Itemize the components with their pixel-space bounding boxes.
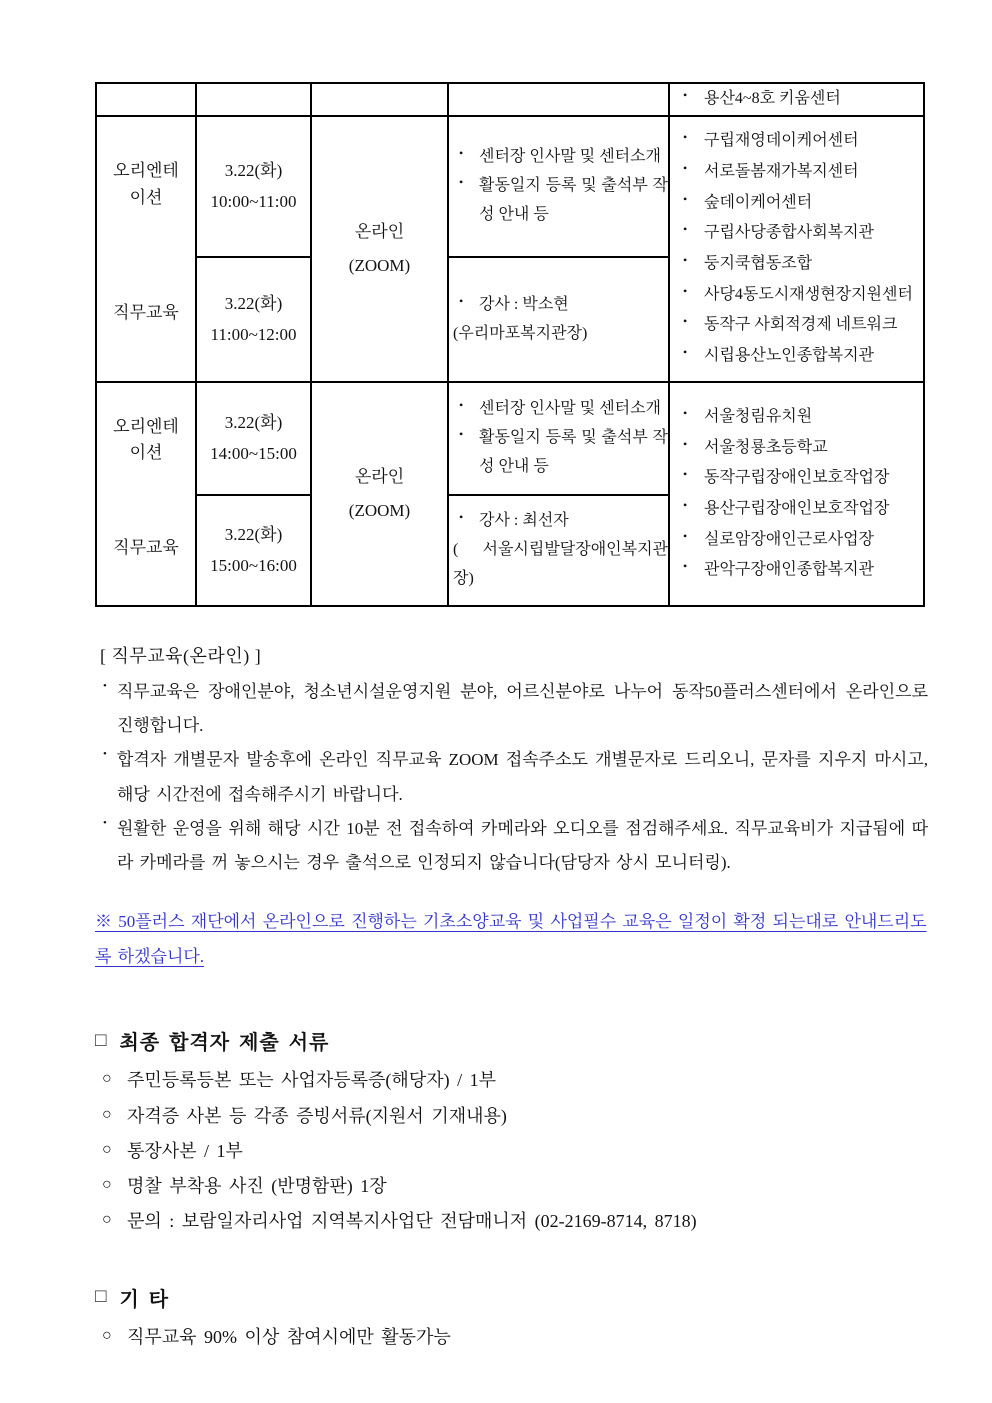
session-type-cell: [96, 116, 196, 382]
document-item-text: 통장사본 / 1부: [127, 1140, 243, 1161]
bullet-icon: •: [459, 427, 464, 442]
center-list-item: [670, 218, 923, 249]
description-item: [449, 143, 668, 172]
bullet-icon: •: [683, 314, 688, 329]
square-bullet-icon: □: [95, 1286, 108, 1308]
job-training-label: 직무교육: [113, 537, 179, 557]
date-text: 3.22(화): [224, 293, 283, 313]
section-title: [ 직무교육(온라인) ]: [100, 646, 262, 666]
description-item-text: 강사 : 최선자: [479, 512, 569, 530]
bullet-icon: ○: [102, 1070, 112, 1088]
section-heading-text: 최종 합격자 제출 서류: [119, 1032, 330, 1055]
center-list-item: [670, 188, 923, 219]
orientation-label: 오리엔테이션: [113, 161, 179, 207]
date-text: 3.22(화): [224, 412, 283, 432]
description-item: [449, 291, 668, 320]
document-item-text: 주민등록등본 또는 사업자등록증(해당자) / 1부: [127, 1070, 496, 1091]
bullet-icon: ○: [102, 1326, 112, 1344]
bullet-icon: ○: [102, 1210, 112, 1228]
description-item-text: 활동일지 등록 및 출석부 작성 안내 등: [479, 429, 668, 475]
method-text: 온라인: [354, 467, 405, 486]
center-list-item-text: 서로돌봄재가복지센터: [704, 162, 859, 180]
description-item: [449, 424, 668, 482]
document-item: [95, 1204, 928, 1239]
etc-item-text: 직무교육 90% 이상 참여시에만 활동가능: [127, 1326, 451, 1347]
section-heading-text: 기 타: [119, 1288, 170, 1311]
empty-cell: [196, 83, 311, 116]
description-cell: [448, 495, 669, 606]
method-text: (ZOOM): [348, 501, 411, 520]
empty-cell: [448, 83, 669, 116]
bullet-icon: ○: [102, 1105, 112, 1123]
job-training-note-text: 원활한 운영을 위해 해당 시간 10분 전 접속하여 카메라와 오디오를 점검해주세요. 직무교육비가 지급됨에 따라 카메라를 꺼 놓으시는 경우 출석으로 인정되지 않습니다(담당자 상시 모니터링).: [117, 819, 928, 873]
bullet-icon: •: [103, 748, 107, 761]
center-list-item-text: 서울청룡초등학교: [704, 438, 828, 456]
etc-section: [95, 1283, 928, 1355]
center-list-item-text: 실로암장애인근로사업장: [704, 530, 875, 548]
description-item: [449, 507, 668, 536]
time-text: 11:00~12:00: [210, 324, 297, 344]
bullet-icon: •: [103, 817, 107, 830]
date-time-cell: [196, 382, 311, 495]
center-list-item: [670, 310, 923, 341]
center-list-item-text: 구립재영데이케어센터: [704, 132, 859, 150]
job-training-note: [95, 675, 928, 744]
time-text: 10:00~11:00: [210, 191, 297, 211]
bullet-icon: •: [459, 146, 464, 161]
center-list-item-text: 숲데이케어센터: [704, 193, 813, 211]
method-cell: [311, 382, 448, 606]
description-item-text: 활동일지 등록 및 출석부 작성 안내 등: [479, 177, 668, 223]
bullet-icon: •: [459, 398, 464, 413]
method-cell: [311, 116, 448, 382]
description-cell: [448, 257, 669, 382]
description-item-text: ( 서울시립발달장애인복지관장): [453, 541, 668, 587]
center-list-item-text: 용산구립장애인보호작업장: [704, 500, 890, 517]
bullet-icon: •: [683, 88, 688, 103]
center-list-item-text: 관악구장애인종합복지관: [704, 561, 875, 579]
document-item-text: 자격증 사본 등 각종 증빙서류(지원서 기재내용): [127, 1105, 507, 1126]
date-time-cell: [196, 116, 311, 257]
description-item-text: (우리마포복지관장): [453, 324, 588, 342]
bullet-icon: •: [683, 253, 688, 267]
time-text: 15:00~16:00: [210, 555, 297, 575]
bullet-icon: •: [683, 498, 688, 512]
bullet-icon: •: [683, 191, 688, 206]
table-row-carryover: [96, 83, 924, 116]
date-time-cell: [196, 257, 311, 382]
description-cell: [448, 116, 669, 257]
bullet-icon: ○: [102, 1140, 112, 1158]
description-item: [449, 395, 668, 424]
centers-cell: [669, 83, 924, 116]
center-list-item: [670, 84, 923, 115]
date-text: 3.22(화): [224, 160, 283, 180]
document-item: [95, 1169, 928, 1204]
table-row-orientation-am: [96, 116, 924, 257]
description-cell: [448, 382, 669, 495]
submission-documents-section: [95, 1026, 928, 1238]
description-item: [449, 172, 668, 230]
job-training-online-section: [95, 642, 928, 881]
center-list-item: [670, 402, 923, 433]
section-heading: [95, 1026, 928, 1055]
center-list-item-text: 동작구립장애인보호작업장: [704, 469, 890, 487]
description-item-text: 센터장 인사말 및 센터소개: [479, 148, 662, 166]
bullet-icon: •: [683, 559, 688, 574]
etc-item: [95, 1320, 928, 1355]
method-text: (ZOOM): [348, 256, 411, 275]
bullet-icon: •: [459, 510, 464, 525]
bullet-icon: •: [683, 528, 688, 543]
method-text: 온라인: [354, 222, 405, 241]
description-item: [449, 320, 668, 349]
date-time-cell: [196, 495, 311, 606]
center-list-item-text: 시립용산노인종합복지관: [704, 347, 875, 365]
date-text: 3.22(화): [224, 524, 283, 544]
centers-cell: [669, 116, 924, 382]
section-heading: [95, 1283, 928, 1312]
time-text: 14:00~15:00: [210, 443, 297, 463]
description-item-text: 센터장 인사말 및 센터소개: [479, 400, 662, 418]
table-row-orientation-pm: [96, 382, 924, 495]
center-list-item-text: 사당4동도시재생현장지원센터: [704, 285, 913, 303]
job-training-note-text: 직무교육은 장애인분야, 청소년시설운영지원 분야, 어르신분야로 나누어 동작50플러스센터에서 온라인으로 진행합니다.: [117, 681, 928, 736]
document-item: [95, 1134, 928, 1169]
center-list-item: [670, 555, 923, 586]
center-list-item-text: 동작구 사회적경제 네트워크: [704, 316, 898, 334]
document-item: [95, 1063, 928, 1098]
bullet-icon: •: [683, 345, 688, 360]
document-item: [95, 1099, 928, 1134]
center-list-item-text: 둥지쿡협동조합: [704, 255, 813, 272]
bullet-icon: ○: [102, 1175, 112, 1193]
bullet-icon: •: [459, 293, 464, 308]
document-item-text: 문의 : 보람일자리사업 지역복지사업단 전담매니저 (02-2169-8714, 8718): [127, 1210, 697, 1231]
center-list-item: [670, 463, 923, 494]
bullet-icon: •: [683, 405, 688, 420]
job-training-note: [95, 743, 928, 812]
session-type-cell: [96, 382, 196, 606]
center-list-item: [670, 525, 923, 556]
bullet-icon: •: [683, 436, 688, 451]
bullet-icon: •: [459, 175, 464, 190]
bullet-icon: •: [683, 222, 688, 237]
center-list-item-text: 구립사당종합사회복지관: [704, 224, 875, 242]
center-list-item: [670, 433, 923, 464]
document-item-text: 명찰 부착용 사진 (반명함판) 1장: [127, 1175, 387, 1196]
center-list-item: [670, 249, 923, 280]
center-list-item: [670, 341, 923, 372]
foundation-schedule-notice: ※ 50플러스 재단에서 온라인으로 진행하는 기초소양교육 및 사업필수 교육은 일정이 확정 되는대로 안내드리도록 하겠습니다.: [95, 911, 927, 966]
bullet-icon: •: [683, 160, 688, 175]
bullet-icon: •: [103, 679, 107, 692]
training-schedule-table: [95, 82, 925, 607]
center-list-item: [670, 126, 923, 157]
job-training-note-text: 합격자 개별문자 발송후에 온라인 직무교육 ZOOM 접속주소도 개별문자로 드리오니, 문자를 지우지 마시고, 해당 시간전에 접속해주시기 바랍니다.: [117, 750, 928, 804]
job-training-label: 직무교육: [113, 303, 179, 323]
description-item: [449, 536, 668, 594]
empty-cell: [311, 83, 448, 116]
bullet-icon: •: [683, 283, 688, 298]
description-item-text: 강사 : 박소현: [479, 295, 569, 313]
bullet-icon: •: [683, 130, 688, 145]
center-list-item-text: 용산4~8호 키움센터: [704, 90, 841, 108]
center-list-item: [670, 280, 923, 311]
orientation-label: 오리엔테이션: [113, 416, 179, 462]
job-training-note: [95, 812, 928, 881]
centers-cell: [669, 382, 924, 606]
square-bullet-icon: □: [95, 1029, 108, 1051]
bullet-icon: •: [683, 467, 688, 482]
center-list-item: [670, 494, 923, 525]
center-list-item: [670, 157, 923, 188]
center-list-item-text: 서울청림유치원: [704, 407, 813, 425]
empty-cell: [96, 83, 196, 116]
